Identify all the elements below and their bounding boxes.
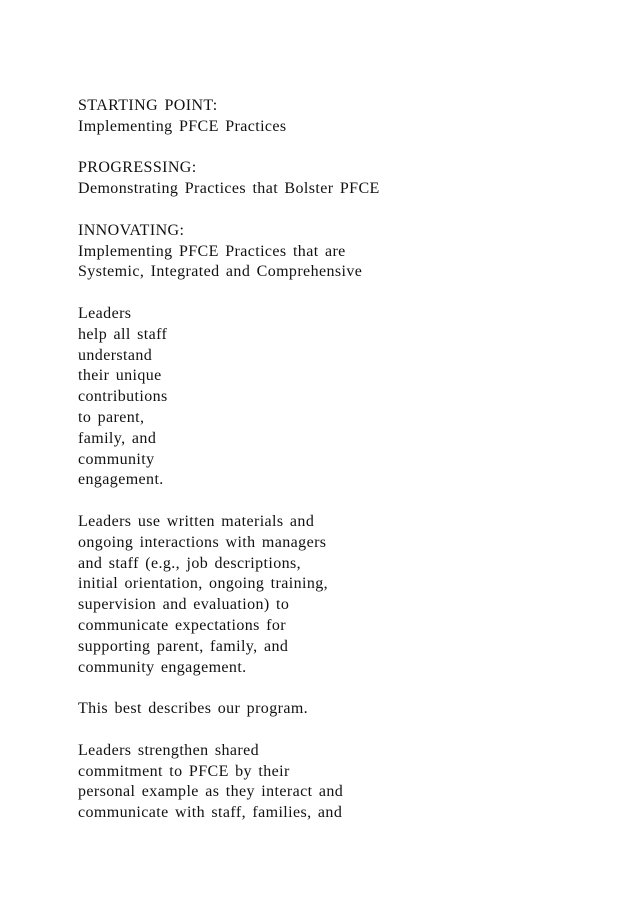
text-line: Implementing PFCE Practices that are [78, 242, 346, 260]
text-line: and staff (e.g., job descriptions, [78, 554, 302, 572]
document-page [78, 96, 618, 845]
text-line: Implementing PFCE Practices [78, 117, 287, 135]
paragraph [78, 158, 618, 200]
text-line: communicate expectations for [78, 616, 287, 634]
paragraph [78, 304, 618, 491]
text-line: ongoing interactions with managers [78, 533, 327, 551]
text-line: family, and [78, 429, 157, 447]
text-line: help all staff [78, 325, 168, 343]
text-line: engagement. [78, 471, 164, 489]
paragraph [78, 741, 618, 824]
text-line: initial orientation, ongoing training, [78, 575, 329, 593]
text-line: understand [78, 346, 153, 364]
text-line: supervision and evaluation) to [78, 596, 290, 614]
text-line: to parent, [78, 408, 145, 426]
text-line: personal example as they interact and [78, 783, 344, 801]
paragraph [78, 512, 618, 678]
paragraph [78, 699, 618, 720]
text-line: community engagement. [78, 658, 247, 676]
paragraph [78, 96, 618, 138]
text-line: supporting parent, family, and [78, 637, 289, 655]
text-line: STARTING POINT: [78, 97, 218, 114]
text-line: Demonstrating Practices that Bolster PFCE [78, 180, 380, 198]
text-line: This best describes our program. [78, 700, 309, 718]
text-line: Systemic, Integrated and Comprehensive [78, 263, 363, 281]
text-line: communicate with staff, families, and [78, 804, 343, 822]
text-line: contributions [78, 388, 168, 406]
text-line: INNOVATING: [78, 221, 185, 239]
paragraph [78, 221, 618, 283]
text-line: PROGRESSING: [78, 159, 197, 177]
text-line: Leaders [78, 304, 132, 322]
text-line: commitment to PFCE by their [78, 762, 290, 780]
text-line: Leaders strengthen shared [78, 741, 260, 759]
text-line: community [78, 450, 155, 468]
text-line: their unique [78, 367, 162, 385]
text-line: Leaders use written materials and [78, 512, 315, 530]
